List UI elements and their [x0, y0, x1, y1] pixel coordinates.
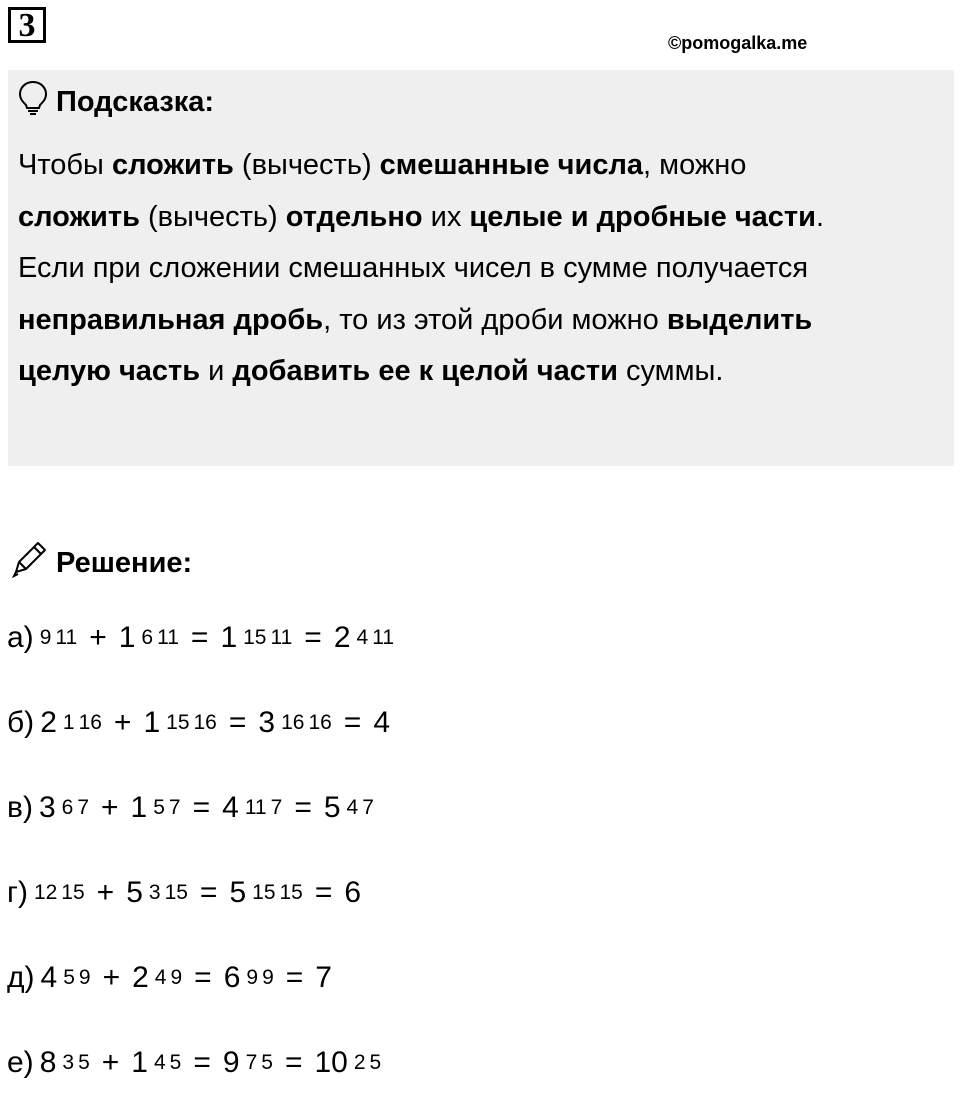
whole-part: 6	[344, 876, 362, 909]
operator: =	[199, 876, 218, 909]
numerator: 7	[245, 1051, 258, 1074]
denominator: 15	[164, 881, 188, 904]
operator: +	[101, 1046, 120, 1079]
solution-title: Решение:	[56, 546, 193, 579]
hint-text-segment: (вычесть)	[233, 149, 380, 181]
fraction	[345, 797, 376, 819]
numerator: 3	[62, 1051, 75, 1074]
denominator: 9	[262, 966, 274, 989]
operator: =	[285, 961, 304, 994]
hint-header	[18, 80, 214, 124]
fraction	[250, 882, 305, 904]
hint-emphasis: выделить	[666, 303, 813, 336]
fraction	[61, 712, 104, 734]
numerator: 11	[244, 796, 267, 819]
operator: +	[113, 706, 132, 739]
numerator: 6	[61, 796, 74, 819]
hint-emphasis: сложить	[18, 200, 140, 233]
hint-line	[18, 140, 938, 192]
fraction	[32, 882, 87, 904]
watermark: ©pomogalka.me	[668, 33, 808, 53]
fraction	[61, 967, 92, 989]
denominator: 5	[78, 1051, 90, 1074]
equation-row	[7, 948, 332, 1008]
hint-emphasis: сложить	[111, 149, 234, 181]
fraction	[352, 1052, 383, 1074]
operator: +	[102, 961, 121, 994]
denominator: 9	[170, 966, 183, 989]
equation-row	[7, 1033, 387, 1093]
fraction	[151, 797, 182, 819]
numerator: 5	[63, 966, 75, 989]
equation-row	[7, 693, 390, 753]
numerator: 2	[353, 1051, 366, 1074]
operator: =	[228, 706, 247, 739]
whole-part: 3	[38, 791, 56, 824]
whole-part: 6	[223, 961, 241, 994]
denominator: 16	[78, 711, 102, 734]
numerator: 4	[346, 796, 359, 819]
whole-part: 5	[323, 791, 341, 824]
whole-part: 9	[222, 1046, 240, 1079]
fraction	[164, 712, 219, 734]
operator: =	[193, 1046, 211, 1079]
numerator: 3	[148, 881, 161, 904]
equation-label: е)	[7, 1046, 34, 1079]
hint-text-segment: (вычесть)	[139, 200, 286, 233]
whole-part: 10	[314, 1046, 348, 1079]
operator: +	[89, 621, 107, 654]
operator: +	[101, 791, 119, 824]
whole-part: 5	[126, 876, 143, 909]
whole-part: 8	[39, 1046, 57, 1079]
equation-label: в)	[7, 791, 33, 824]
denominator: 5	[169, 1051, 182, 1074]
hint-text-segment: Чтобы	[18, 149, 112, 181]
fraction	[243, 797, 285, 819]
hint-emphasis: отдельно	[285, 200, 423, 233]
equation-row	[7, 863, 361, 923]
hint-text-segment: Если при сложении смешанных чисел в сумме получается	[18, 252, 809, 284]
hint-text-segment: , можно	[643, 149, 747, 181]
denominator: 16	[193, 711, 217, 734]
equation-row	[7, 608, 400, 668]
denominator: 11	[270, 626, 293, 649]
whole-part: 5	[229, 876, 247, 909]
hint-line	[18, 192, 938, 244]
numerator: 4	[154, 966, 167, 989]
task-number: 3	[8, 7, 46, 43]
whole-part: 4	[373, 706, 391, 739]
equation-label: д)	[7, 961, 35, 994]
hint-line	[18, 346, 938, 398]
hint-emphasis: целую часть	[18, 355, 201, 387]
fraction	[60, 1052, 91, 1074]
whole-part: 1	[131, 1046, 148, 1079]
hint-emphasis: смешанные числа	[379, 149, 644, 181]
fraction	[244, 1052, 275, 1074]
hint-emphasis: неправильная дробь	[18, 303, 324, 336]
operator: =	[304, 621, 322, 654]
operator: =	[284, 1046, 303, 1079]
operator: =	[294, 791, 312, 824]
pencil-icon	[10, 540, 48, 586]
fraction	[139, 627, 181, 649]
hint-text-segment: , то из этой дроби можно	[323, 303, 667, 336]
hint-emphasis: добавить ее к целой части	[232, 355, 618, 387]
numerator: 1	[62, 711, 75, 734]
denominator: 7	[270, 796, 283, 819]
denominator: 5	[261, 1051, 273, 1074]
numerator: 4	[153, 1051, 166, 1074]
fraction	[38, 627, 80, 649]
fraction	[241, 627, 294, 649]
equation-label: б)	[7, 706, 35, 739]
denominator: 7	[77, 796, 89, 819]
hint-line	[18, 295, 938, 347]
whole-part: 2	[132, 961, 149, 994]
hint-text-segment: их	[422, 200, 470, 233]
whole-part: 7	[315, 961, 332, 994]
denominator: 16	[308, 711, 332, 734]
operator: =	[192, 791, 211, 824]
hint-text-segment: и	[200, 355, 233, 387]
hint-title: Подсказка:	[56, 85, 215, 118]
fraction	[153, 967, 184, 989]
whole-part: 4	[222, 791, 239, 824]
denominator: 11	[55, 626, 78, 649]
numerator: 12	[33, 881, 58, 904]
hint-text	[18, 140, 938, 398]
numerator: 5	[153, 796, 165, 819]
denominator: 15	[279, 881, 303, 904]
whole-part: 1	[130, 791, 148, 824]
numerator: 4	[356, 626, 369, 649]
fraction	[355, 627, 397, 649]
fraction	[279, 712, 334, 734]
whole-part: 2	[333, 621, 351, 654]
numerator: 15	[166, 711, 190, 734]
fraction	[147, 882, 190, 904]
solution-header	[10, 540, 192, 586]
fraction	[60, 797, 91, 819]
numerator: 16	[281, 711, 305, 734]
hint-text-segment: суммы.	[617, 355, 724, 387]
whole-part: 1	[220, 621, 238, 654]
denominator: 15	[61, 881, 85, 904]
operator: =	[343, 706, 362, 739]
lightbulb-icon	[18, 80, 48, 124]
denominator: 5	[369, 1051, 382, 1074]
fraction	[244, 967, 275, 989]
numerator: 9	[246, 966, 259, 989]
whole-part: 4	[40, 961, 58, 994]
operator: +	[96, 876, 115, 909]
denominator: 7	[168, 796, 181, 819]
numerator: 15	[243, 626, 267, 649]
whole-part: 2	[40, 706, 57, 739]
numerator: 6	[141, 626, 154, 649]
equation-label: г)	[7, 876, 28, 909]
hint-emphasis: целые и дробные части	[469, 200, 816, 233]
hint-text-segment: .	[815, 200, 825, 233]
denominator: 11	[157, 626, 179, 649]
fraction	[152, 1052, 183, 1074]
numerator: 15	[252, 881, 276, 904]
denominator: 11	[372, 626, 395, 649]
whole-part: 1	[118, 621, 136, 654]
whole-part: 3	[258, 706, 276, 739]
operator: =	[314, 876, 333, 909]
denominator: 7	[362, 796, 374, 819]
equation-label: а)	[7, 621, 34, 654]
operator: =	[194, 961, 212, 994]
numerator: 9	[39, 626, 52, 649]
equation-row	[7, 778, 380, 838]
hint-line	[18, 243, 938, 295]
denominator: 9	[78, 966, 91, 989]
whole-part: 1	[143, 706, 161, 739]
operator: =	[190, 621, 209, 654]
